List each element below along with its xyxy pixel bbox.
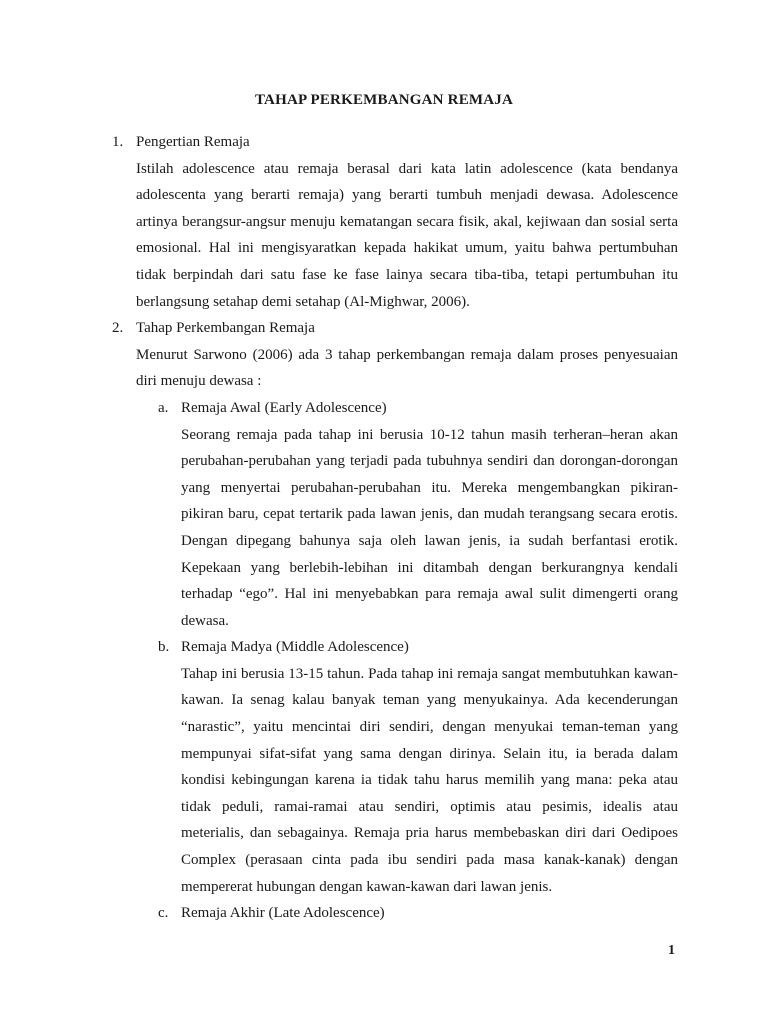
subsection-letter: a. — [158, 399, 169, 416]
subsection-remaja-akhir — [136, 900, 678, 927]
section-heading: Pengertian Remaja — [136, 134, 250, 150]
section-heading: Tahap Perkembangan Remaja — [136, 320, 315, 337]
document-body — [108, 129, 678, 927]
page-number: 1 — [668, 943, 675, 958]
subsection-heading: Remaja Akhir (Late Adolescence) — [181, 905, 385, 922]
subsection-letter: b. — [158, 639, 170, 656]
document-title: TAHAP PERKEMBANGAN REMAJA — [254, 92, 514, 108]
section-paragraph: Menurut Sarwono (2006) ada 3 tahap perkembangan remaja dalam proses penyesuaian diri menuju dewasa : — [136, 346, 678, 390]
subsection-remaja-madya — [136, 634, 678, 900]
subsection-heading: Remaja Madya (Middle Adolescence) — [181, 639, 409, 656]
section-number: 1. — [112, 134, 124, 150]
subsection-paragraph: Seorang remaja pada tahap ini berusia 10-12 tahun masih terheran–heran akan perubahan-perubahan yang terjadi pada tubuhnya sendiri dan dorongan-dorongan yang menyertai perubahan-perubahan itu. Mereka mengembangkan pikiran-pikiran baru, cepat tertarik pada lawan jenis, dan mudah terangsang secara erotis. Dengan dipegang bahunya saja oleh lawan jenis, ia sudah berfantasi erotik. Kepekaan yang berlebih-lebihan ini ditambah dengan berkurangnya kendali terhadap “ego”. Hal ini menyebabkan para remaja awal sulit dimengerti orang dewasa. — [181, 426, 678, 629]
section-pengertian-remaja — [108, 129, 678, 315]
subsection-heading: Remaja Awal (Early Adolescence) — [181, 399, 387, 416]
subsection-letter: c. — [158, 905, 169, 922]
section-tahap-perkembangan — [108, 315, 678, 927]
subsection-remaja-awal — [136, 395, 678, 634]
subsection-paragraph: Tahap ini berusia 13-15 tahun. Pada tahap ini remaja sangat membutuhkan kawan-kawan. Ia senag kalau banyak teman yang menyukainya. Ada kecenderungan “narastic”, yaitu mencintai diri sendiri, dengan menyukai teman-teman yang mempunyai sifat-sifat yang sama dengan dirinya. Selain itu, ia berada dalam kondisi kebingungan karena ia tidak tahu harus memilih yang mana: peka atau tidak peduli, ramai-ramai atau sendiri, optimis atau pesimis, idealis atau meterialis, dan sebagainya. Remaja pria harus membebaskan diri dari Oedipoes Complex (perasaan cinta pada ibu sendiri pada masa kanak-kanak) dengan mempererat hubungan dengan kawan-kawan dari lawan jenis. — [181, 665, 678, 895]
section-paragraph: Istilah adolescence atau remaja berasal dari kata latin adolescence (kata bendanya adolescenta yang berarti remaja) yang berarti tumbuh menjadi dewasa. Adolescence artinya berangsur-angsur menuju kematangan secara fisik, akal, kejiwaan dan sosial serta emosional. Hal ini mengisyaratkan kepada hakikat umum, yaitu bahwa pertumbuhan tidak berpindah dari satu fase ke fase lainya secara tiba-tiba, tetapi pertumbuhan itu berlangsung setahap demi setahap (Al-Mighwar, 2006). — [136, 160, 678, 310]
section-number: 2. — [112, 320, 124, 337]
